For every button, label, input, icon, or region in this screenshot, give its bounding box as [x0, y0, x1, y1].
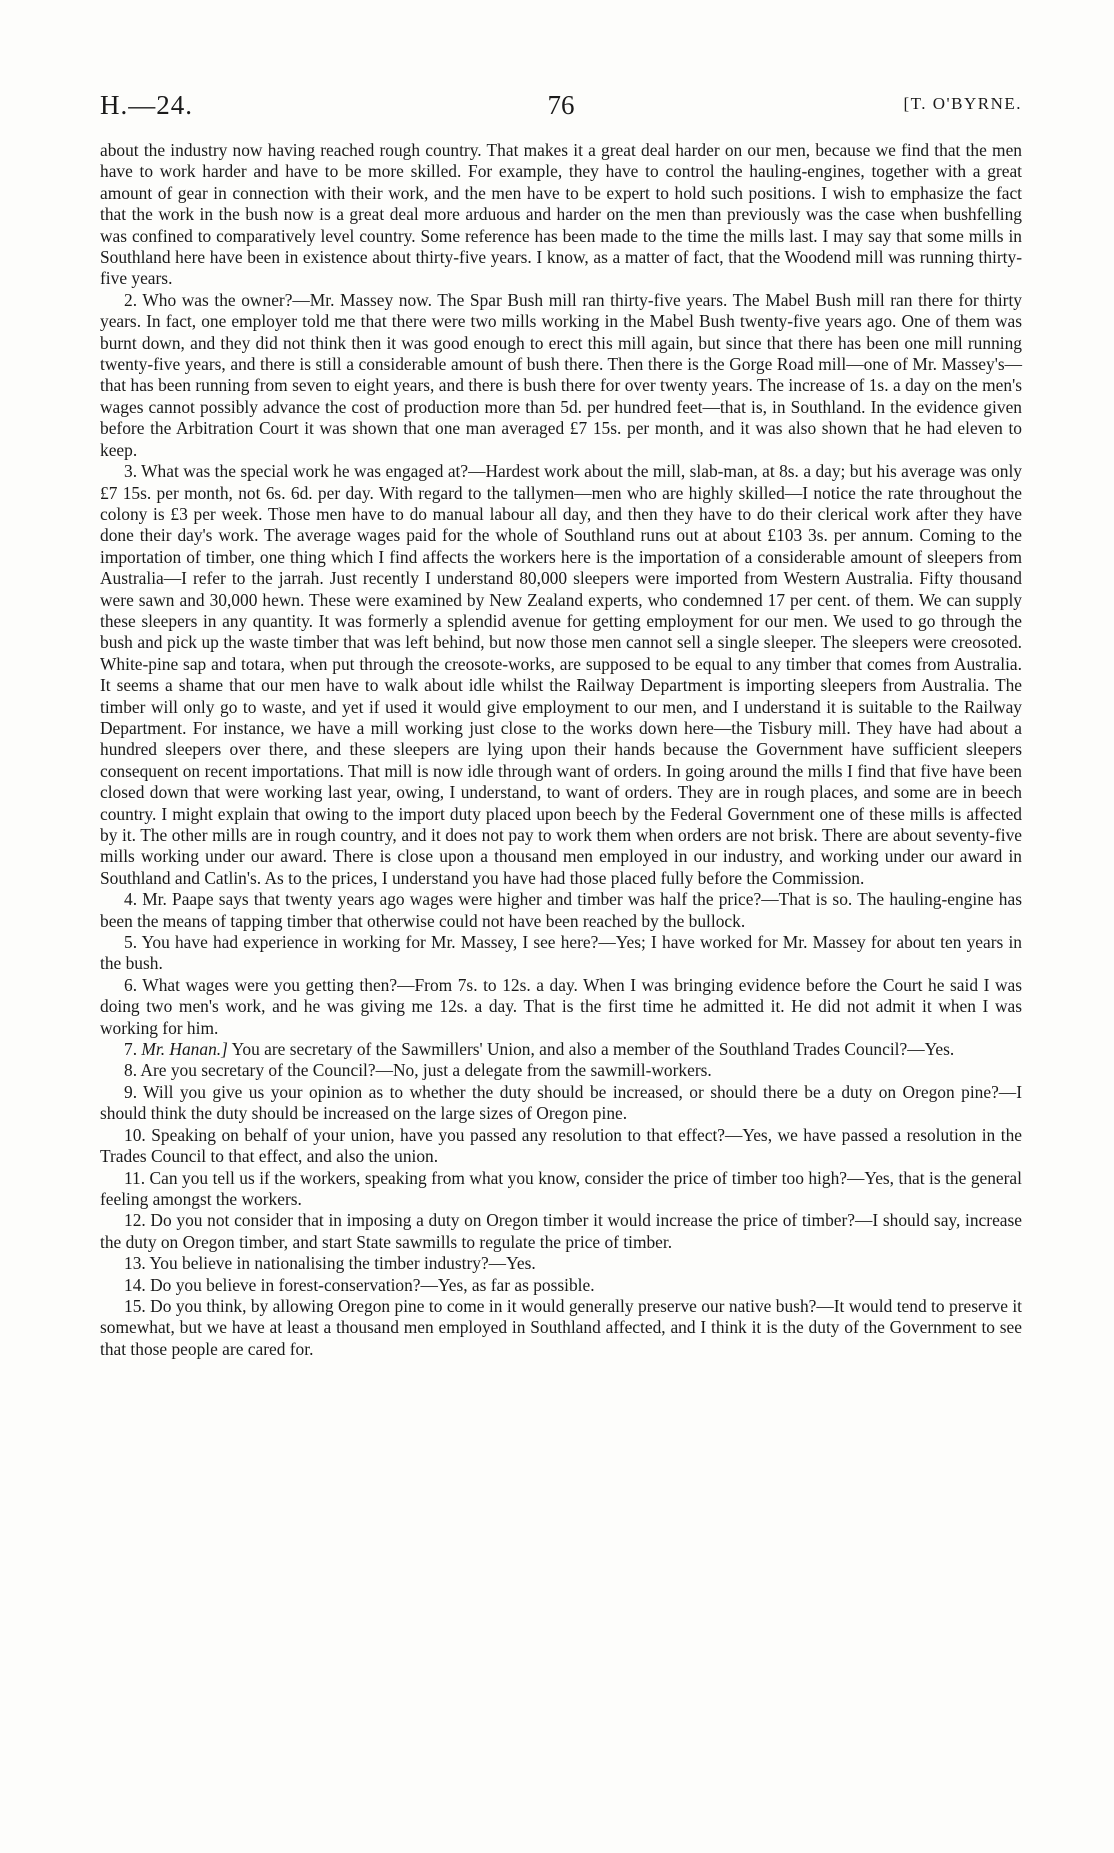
- question-13: 13. You believe in nationalising the timber industry?—Yes.: [124, 1253, 536, 1274]
- paragraph-continuation: about the industry now having reached rough country. That makes it a great deal harder on our men, because we find that the men have to work harder and have to be more skilled. For example, they have to control the hauling-engines, together with a great amount of gear in connection with their work, and the men have to be expert to hold such positions. I wish to emphasize the fact that the work in the bush now is a great deal more arduous and harder on the men than previously was the case when bushfelling was confined to comparatively level country. Some reference has been made to the time the mills last. I may say that some mills in Southland here have been in existence about thirty-five years. I know, as a matter of fact, that the Woodend mill was running thirty-five years.: [100, 140, 1022, 289]
- witness-name: [T. O'BYRNE.: [903, 94, 1022, 113]
- page-header: [100, 90, 1022, 130]
- question-14: 14. Do you believe in forest-conservation?—Yes, as far as possible.: [124, 1274, 595, 1295]
- question-7-text: You are secretary of the Sawmillers' Union, and also a member of the Southland Trades Council?—Yes.: [231, 1039, 955, 1060]
- question-12: 12. Do you not consider that in imposing a duty on Oregon timber it would increase the price of timber?—I should say, increase the duty on Oregon timber, and start State sawmills to regulate the price of timber.: [100, 1210, 1022, 1252]
- question-7-number: 7.: [124, 1039, 138, 1060]
- question-10: 10. Speaking on behalf of your union, have you passed any resolution to that effect?—Yes, we have passed a resolution in the Trades Council to that effect, and also the union.: [100, 1124, 1022, 1167]
- question-15: 15. Do you think, by allowing Oregon pine to come in it would generally preserve our native bush?—It would tend to preserve it somewhat, but we have at least a thousand men employed in Southland affected, and I think it is the duty of the Government to see that those people are cared for.: [100, 1295, 1022, 1359]
- page-number: 76: [547, 90, 575, 120]
- question-3: 3. What was the special work he was engaged at?—Hardest work about the mill, slab-man, at 8s. a day; but his average was only £7 15s. per month, not 6s. 6d. per day. With regard to the tallymen—men who are highly skilled—I notice the rate throughout the colony is £3 per week. Those men have to do manual labour all day, and then they have to do their clerical work after they have done their day's work. The average wages paid for the whole of Southland runs out at about £103 3s. per annum. Coming to the importation of timber, one thing which I find affects the workers here is the importation of a considerable amount of sleepers from Australia—I refer to the jarrah. Just recently I understand 80,000 sleepers were imported from Western Australia. Fifty thousand were sawn and 30,000 hewn. These were examined by New Zealand experts, who condemned 17 per cent. of them. We can supply these sleepers in any quantity. It was formerly a splendid avenue for getting employment for our men. We used to go through the bush and pick up the waste timber that was left behind, but now those men cannot sell a single sleeper. The sleepers were creosoted. White-pine sap and totara, when put through the creosote-works, are supposed to be equal to any timber that comes from Australia. It seems a shame that our men have to walk about idle whilst the Railway Department is importing sleepers from Australia. The timber will only go to waste, and yet if used it would give employment to our men, and I understand it is suitable to the Railway Department. For instance, we have a mill working just close to the works down here—the Tisbury mill. They have had about a hundred sleepers over there, and these sleepers are lying upon their hands because the Government have sufficient sleepers consequent on recent importations. That mill is now idle through want of orders. In going around the mills I find that five have been closed down that were working last year, owing, I understand, to want of orders. They are in rough places, and some are in beech country. I might explain that owing to the import duty placed upon beech by the Federal Government one of these mills is affected by it. The other mills are in rough country, and it does not pay to work them when orders are not brisk. There are about seventy-five mills working under our award. There is close upon a thousand men employed in our industry, and working under our award in Southland and Catlin's. As to the prices, I understand you have had those placed fully before the Commission.: [100, 461, 1022, 888]
- question-5: 5. You have had experience in working for Mr. Massey, I see here?—Yes; I have worked for Mr. Massey for about ten years in the bush.: [100, 932, 1022, 974]
- question-9: 9. Will you give us your opinion as to whether the duty should be increased, or should there be a duty on Oregon pine?—I should think the duty should be increased on the large sizes of Oregon pine.: [100, 1081, 1022, 1124]
- document-reference: H.—24.: [100, 90, 193, 120]
- question-6: 6. What wages were you getting then?—From 7s. to 12s. a day. When I was bringing evidence before the Court he said I was doing two men's work, and he was giving me 12s. a day. That is the first time he admitted it. He did not admit it when I was working for him.: [100, 974, 1022, 1038]
- speaker-attribution: Mr. Hanan.]: [141, 1039, 228, 1060]
- question-11: 11. Can you tell us if the workers, speaking from what you know, consider the price of timber too high?—Yes, that is the general feeling amongst the workers.: [100, 1167, 1022, 1209]
- question-8: 8. Are you secretary of the Council?—No, just a delegate from the sawmill-workers.: [124, 1060, 712, 1081]
- question-2: 2. Who was the owner?—Mr. Massey now. The Spar Bush mill ran thirty-five years. The Mabel Bush mill ran there for thirty years. In fact, one employer told me that there were two mills working in the Mabel Bush twenty-five years ago. One of them was burnt down, and they did not think then it was good enough to erect this mill again, but since that there has been one mill running twenty-five years, and there is still a considerable amount of bush there. Then there is the Gorge Road mill—one of Mr. Massey's—that has been running from seven to eight years, and there is bush there for over twenty years. The increase of 1s. a day on the men's wages cannot possibly advance the cost of production more than 5d. per hundred feet—that is, in Southland. In the evidence given before the Arbitration Court it was shown that one man averaged £7 15s. per month, and it was also shown that he had eleven to keep.: [100, 289, 1022, 460]
- question-4: 4. Mr. Paape says that twenty years ago wages were higher and timber was half the price?—That is so. The hauling-engine has been the means of tapping timber that otherwise could not have been reached by the bullock.: [100, 889, 1022, 931]
- body-text: [100, 140, 1022, 1360]
- question-7: [100, 1039, 1022, 1060]
